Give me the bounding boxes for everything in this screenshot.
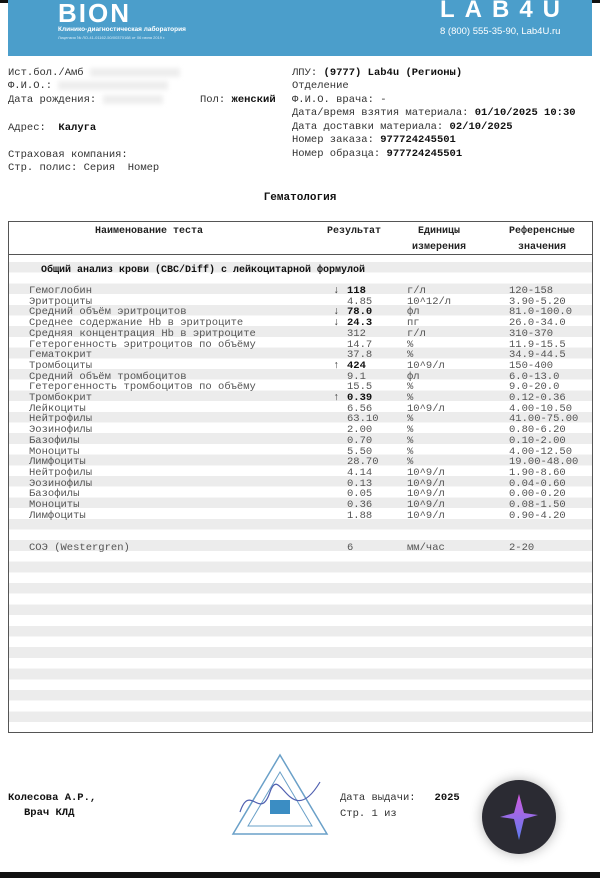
test-reference: 41.00-75.00 — [509, 413, 579, 426]
test-name: Эозинофилы — [29, 424, 93, 437]
test-reference: 0.08-1.50 — [509, 499, 566, 511]
test-name: Гетерогенность эритроцитов по объёму — [29, 338, 256, 351]
table-header — [9, 222, 592, 255]
flag-arrow-icon: ↓ — [333, 317, 340, 330]
test-unit: % — [407, 434, 414, 447]
test-name: Среднее содержание Hb в эритроците — [29, 317, 244, 330]
table-row — [9, 447, 592, 458]
delivered-line: Дата доставки материала: 02/10/2025 — [292, 121, 513, 133]
test-name: Лимфоциты — [29, 509, 86, 522]
signer-position: Врач КЛД — [24, 807, 75, 819]
test-name: Нейтрофилы — [29, 413, 93, 426]
test-result: 0.13 — [347, 477, 373, 490]
test-name: Гетерогенность тромбоцитов по объёму — [29, 381, 256, 394]
fio-line: Ф.И.О.: — [8, 80, 168, 92]
table-row — [9, 500, 592, 511]
test-name: Эозинофилы — [29, 477, 93, 490]
table-row — [9, 329, 592, 340]
table-row — [9, 286, 592, 297]
order-number-line: Номер заказа: 977724245501 — [292, 134, 456, 146]
lab4u-logo: LAB4U — [440, 0, 571, 23]
table-row — [9, 382, 592, 393]
test-unit: 10^9/л — [407, 359, 445, 372]
test-name: Лимфоциты — [29, 456, 86, 469]
table-row — [9, 361, 592, 372]
test-result: 9.1 — [347, 370, 366, 383]
test-name: Лейкоциты — [29, 402, 86, 415]
test-result: 15.5 — [347, 381, 373, 394]
test-unit: % — [407, 445, 414, 458]
test-result: 4.14 — [347, 466, 373, 479]
test-unit: фл — [407, 306, 420, 319]
table-row-esr: СОЭ (Westergren) 6 мм/час 2-20 — [29, 542, 535, 554]
test-result: 2.00 — [347, 424, 373, 437]
test-result: 0.36 — [347, 499, 373, 511]
license-text: Лицензия № ЛО-41-01162-50/00370168 от 06 июня 2019 г. — [58, 35, 166, 40]
test-unit: % — [407, 456, 414, 469]
signer-name: Колесова А.Р., — [8, 792, 97, 804]
test-result: 0.39 — [347, 392, 373, 404]
page-number: Стр. 1 из — [340, 808, 397, 820]
test-reference: 1.90-8.60 — [509, 466, 566, 479]
header-reference: Референсные значения — [508, 226, 575, 253]
test-reference: 4.00-10.50 — [509, 402, 573, 415]
test-name: Средний объём эритроцитов — [29, 306, 187, 319]
test-name: Эритроциты — [29, 295, 93, 308]
test-name: Базофилы — [29, 488, 80, 501]
test-unit: 10^9/л — [407, 509, 445, 522]
test-reference: 120-158 — [509, 285, 554, 297]
test-result: 63.10 — [347, 413, 379, 426]
table-row — [9, 468, 592, 479]
taken-line: Дата/время взятия материала: 01/10/2025 10:30 — [292, 107, 576, 119]
test-unit: г/л — [407, 285, 426, 297]
test-reference: 0.80-6.20 — [509, 424, 566, 437]
test-reference: 310-370 — [509, 327, 554, 340]
test-reference: 19.00-48.00 — [509, 456, 579, 469]
test-name: Базофилы — [29, 434, 80, 447]
flag-arrow-icon: ↓ — [333, 285, 340, 297]
test-result: 78.0 — [347, 306, 373, 319]
test-result: 0.05 — [347, 488, 373, 501]
test-name: Моноциты — [29, 445, 80, 458]
table-row — [9, 479, 592, 490]
test-unit: % — [407, 338, 414, 351]
test-reference: 6.0-13.0 — [509, 370, 560, 383]
table-row — [9, 393, 592, 404]
test-name: Нейтрофилы — [29, 466, 93, 479]
lab-header-banner — [8, 0, 592, 56]
test-reference: 0.04-0.60 — [509, 477, 566, 490]
test-unit: 10^9/л — [407, 402, 445, 415]
test-result: 28.70 — [347, 456, 379, 469]
test-name: Моноциты — [29, 499, 80, 511]
test-reference: 0.12-0.36 — [509, 392, 566, 404]
test-unit: 10^9/л — [407, 466, 445, 479]
sparkle-icon — [482, 780, 556, 854]
test-reference: 3.90-5.20 — [509, 295, 566, 308]
table-row — [9, 457, 592, 468]
flag-arrow-icon: ↓ — [333, 306, 340, 319]
table-row — [9, 436, 592, 447]
contacts: 8 (800) 555-35-90, Lab4U.ru — [440, 26, 561, 37]
flag-arrow-icon: ↑ — [333, 392, 340, 404]
test-result: 24.3 — [347, 317, 373, 330]
bottom-edge — [0, 872, 600, 878]
doctor-line: Ф.И.О. врача: - — [292, 94, 387, 106]
flag-arrow-icon: ↑ — [333, 359, 340, 372]
test-result: 118 — [347, 285, 366, 297]
table-row — [9, 414, 592, 425]
test-unit: г/л — [407, 327, 426, 340]
test-result: 5.50 — [347, 445, 373, 458]
policy-line: Стр. полис: Серия Номер — [8, 162, 160, 174]
test-unit: фл — [407, 370, 420, 383]
test-result: 0.70 — [347, 434, 373, 447]
table-row — [9, 489, 592, 500]
test-group-title: Общий анализ крови (CBC/Diff) с лейкоцитарной формулой — [41, 265, 366, 276]
header-units: Единицы измерения — [411, 226, 466, 253]
test-name: Средняя концентрация Hb в эритроците — [29, 327, 256, 340]
test-unit: 10^9/л — [407, 488, 445, 501]
test-reference: 4.00-12.50 — [509, 445, 573, 458]
birth-line: Дата рождения: — [8, 94, 163, 106]
insurance-line: Страховая компания: — [8, 149, 128, 161]
table-row — [9, 425, 592, 436]
test-unit: % — [407, 381, 414, 394]
test-reference: 0.00-0.20 — [509, 488, 566, 501]
test-reference: 81.0-100.0 — [509, 306, 573, 319]
test-name: Тромбокрит — [29, 392, 93, 404]
section-title: Гематология — [263, 192, 337, 204]
history-line: Ист.бол./Амб — [8, 67, 180, 79]
results-table — [8, 221, 593, 733]
test-reference: 0.10-2.00 — [509, 434, 566, 447]
lab-stamp — [230, 752, 330, 842]
address-line: Адрес: Калуга — [8, 122, 97, 134]
sample-number-line: Номер образца: 977724245501 — [292, 148, 463, 160]
test-reference: 9.0-20.0 — [509, 381, 560, 394]
test-unit: % — [407, 413, 414, 426]
header-result: Результат — [326, 226, 381, 237]
test-result: 14.7 — [347, 338, 373, 351]
table-row — [9, 350, 592, 361]
test-name: Гемоглобин — [29, 285, 93, 297]
test-reference: 26.0-34.0 — [509, 317, 566, 330]
header-name: Наименование теста — [94, 226, 204, 237]
test-unit: % — [407, 392, 414, 404]
test-result: 1.88 — [347, 509, 373, 522]
test-name: Средний объём тромбоцитов — [29, 370, 187, 383]
test-reference: 150-400 — [509, 359, 554, 372]
lab-subtitle: Клинико-диагностическая лаборатория — [58, 26, 186, 33]
department-line: Отделение — [292, 80, 349, 92]
test-reference: 11.9-15.5 — [509, 338, 566, 351]
test-reference: 34.9-44.5 — [509, 349, 566, 362]
assistant-floating-button[interactable] — [482, 780, 556, 854]
test-name: Тромбоциты — [29, 359, 93, 372]
table-row — [9, 511, 592, 522]
table-row — [9, 404, 592, 415]
test-unit: 10^12/л — [407, 295, 452, 308]
lpu-line: ЛПУ: (9777) Lab4u (Регионы) — [292, 67, 463, 79]
test-reference: 0.90-4.20 — [509, 509, 566, 522]
test-result: 4.85 — [347, 295, 373, 308]
test-result: 424 — [347, 359, 366, 372]
test-unit: % — [407, 349, 414, 362]
sex-line: Пол: женский — [200, 94, 276, 106]
bion-logo: BION — [58, 0, 131, 28]
test-unit: 10^9/л — [407, 477, 445, 490]
test-unit: % — [407, 424, 414, 437]
test-result: 312 — [347, 327, 366, 340]
test-unit: пг — [407, 317, 420, 330]
test-result: 37.8 — [347, 349, 373, 362]
test-name: Гематокрит — [29, 349, 93, 362]
test-result: 6.56 — [347, 402, 373, 415]
table-row — [9, 340, 592, 351]
issue-date: Дата выдачи: 2025 — [340, 792, 460, 804]
test-unit: 10^9/л — [407, 499, 445, 511]
